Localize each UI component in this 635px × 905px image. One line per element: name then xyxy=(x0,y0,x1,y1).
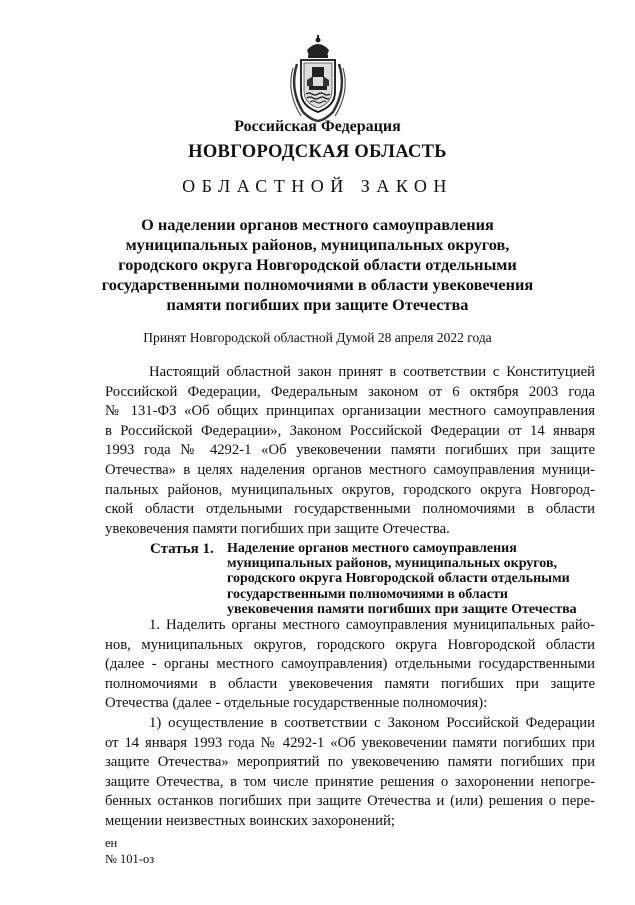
article-title-line: Наделение органов местного самоуправления xyxy=(227,541,517,556)
preamble-paragraph xyxy=(105,363,595,539)
law-title-line: О наделении органов местного самоуправления xyxy=(141,215,494,234)
body-line: защите Отечества» мероприятий по увековечению памяти погибших при xyxy=(105,754,595,771)
preamble-line: в Российской Федерации», Законом Российской Федерации от 14 января xyxy=(105,422,595,439)
body-line: полномочиями в области увековечения памяти погибших при защите xyxy=(105,675,595,692)
preamble-line: Настоящий областной закон принят в соответствии с Конституцией xyxy=(149,364,595,380)
preamble-line: Отечества» в целях наделения органов местного самоуправления муници- xyxy=(105,461,595,478)
footer-initials: ен xyxy=(105,836,118,850)
article-title-line: городского округа Новгородской области отдельными xyxy=(227,571,570,587)
article-title-line: государственными полномочиями в области xyxy=(227,586,508,602)
country-name: Российская Федерация xyxy=(234,118,401,135)
law-title xyxy=(0,215,635,315)
body-line: нов, муниципальных округов, городского округа Новгородской области xyxy=(105,636,595,653)
document-footer xyxy=(105,835,154,867)
body-line: 1) осуществление в соответствии с Законом Российской Федерации xyxy=(149,714,595,731)
body-line: от 14 января 1993 года № 4292-1 «Об увековечении памяти погибших при xyxy=(105,734,595,751)
article-number: Статья 1. xyxy=(150,541,214,557)
preamble-line: Российской Федерации, Федеральным законом от 6 октября 2003 года xyxy=(105,383,595,400)
law-title-line: муниципальных районов, муниципальных округов, xyxy=(125,235,510,254)
preamble-line: пальных районов, муниципальных округов, городского округа Новгород- xyxy=(105,481,595,498)
article-body xyxy=(105,616,595,832)
law-type: ОБЛАСТНОЙ ЗАКОН xyxy=(182,176,453,196)
law-title-line: городского округа Новгородской области отдельными xyxy=(118,255,517,274)
coat-of-arms-icon xyxy=(283,34,353,124)
article-title-line: муниципальных районов, муниципальных округов, xyxy=(227,556,558,572)
preamble-line: № 131-ФЗ «Об общих принципах организации местного самоуправления xyxy=(105,403,595,420)
law-title-line: памяти погибших при защите Отечества xyxy=(166,295,469,314)
body-line: бенных останков погибших при защите Отечества и (или) решения о пере- xyxy=(105,793,595,810)
body-line: 1. Наделить органы местного самоуправления муниципальных райо- xyxy=(149,617,595,633)
region-name: НОВГОРОДСКАЯ ОБЛАСТЬ xyxy=(188,142,447,162)
body-line: защите Отечества, в том числе принятие решения о захоронении непогре- xyxy=(105,773,595,790)
preamble-line: увековечения памяти погибших при защите Отечества. xyxy=(105,520,450,537)
body-line: мещении неизвестных воинских захоронений; xyxy=(105,812,395,829)
preamble-line: 1993 года № 4292-1 «Об увековечении памяти погибших при защите xyxy=(105,442,595,459)
adoption-note: Принят Новгородской областной Думой 28 апреля 2022 года xyxy=(143,330,492,345)
body-line: (далее - органы местного самоуправления) отдельными государственными xyxy=(105,656,595,673)
body-line: Отечества (далее - отдельные государственные полномочия): xyxy=(105,695,488,712)
article-title xyxy=(227,541,597,617)
article-title-line: увековечения памяти погибших при защите Отечества xyxy=(227,601,577,617)
law-title-line: государственными полномочиями в области увековечения xyxy=(101,275,534,294)
preamble-line: ской области отдельными государственными полномочиями в области xyxy=(105,501,595,518)
footer-law-number: № 101-оз xyxy=(105,852,155,866)
